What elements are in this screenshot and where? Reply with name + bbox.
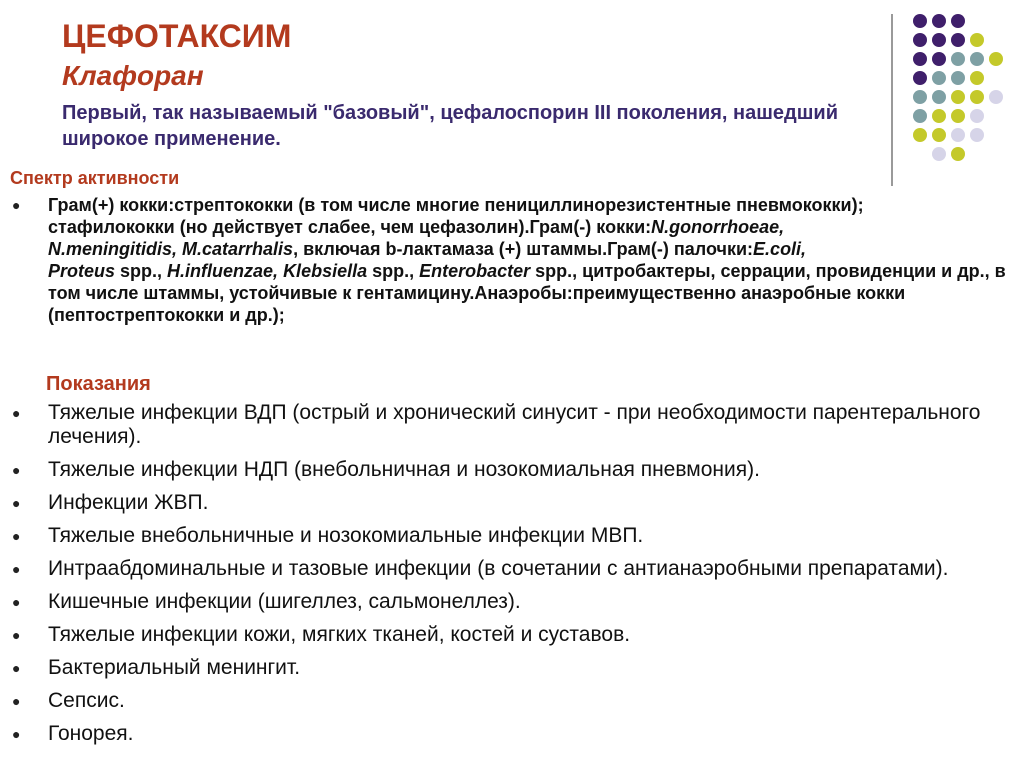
indications-heading: Показания xyxy=(46,373,151,395)
list-item: ● Тяжелые внебольничные и нозокомиальные инфекции МВП. xyxy=(12,524,644,547)
bullet-icon: ● xyxy=(12,726,21,742)
bullet-icon: ● xyxy=(12,627,21,643)
spectrum-text: Грам(+) кокки:стрептококки (в том числе многие пенициллинорезистентные пневмококки); стафилококки (но действует слабее, чем цефазолин).Грам(-) кокки:N.gonorrhoeae, N.meningitidis, M.catarrhalis, включая b-лактамаза (+) штаммы.Грам(-) палочки:E.coli, Proteus spp., H.influenzae, Klebsiella spp., Enterobacter spp., цитробактеры, серрации, провиденции и др., в том числе штаммы, устойчивые к гентамицину.Анаэробы:преимущественно анаэробные кокки (пептострептококки и др.); xyxy=(48,195,1006,325)
decorative-dot xyxy=(951,109,965,123)
list-item: ● Сепсис. xyxy=(12,689,125,712)
list-item: ● Тяжелые инфекции НДП (внебольничная и нозокомиальная пневмония). xyxy=(12,458,760,481)
bullet-icon: ● xyxy=(12,693,21,709)
decorative-dot xyxy=(951,71,965,85)
decorative-dot xyxy=(913,14,927,28)
decorative-dot xyxy=(932,14,946,28)
bullet-icon: ● xyxy=(12,594,21,610)
list-item: ● Гонорея. xyxy=(12,722,134,745)
decorative-dot xyxy=(970,33,984,47)
decorative-dot xyxy=(970,52,984,66)
decorative-dot xyxy=(913,33,927,47)
decorative-dot xyxy=(913,109,927,123)
decorative-dot xyxy=(932,71,946,85)
decorative-dot xyxy=(913,128,927,142)
decorative-dot xyxy=(932,147,946,161)
list-item: ● Интраабдоминальные и тазовые инфекции (в сочетании с антианаэробными препаратами). xyxy=(12,557,949,580)
decorative-dot xyxy=(970,71,984,85)
spectrum-heading: Спектр активности xyxy=(10,168,180,188)
decorative-dot xyxy=(951,90,965,104)
indications-block xyxy=(10,371,1015,755)
decorative-dot xyxy=(989,90,1003,104)
decorative-dot xyxy=(932,52,946,66)
list-item: ● Кишечные инфекции (шигеллез, сальмонеллез). xyxy=(12,590,521,613)
slide-title: ЦЕФОТАКСИМ xyxy=(62,18,292,54)
decorative-dot xyxy=(951,33,965,47)
bullet-icon: ● xyxy=(12,197,21,213)
decorative-dot xyxy=(913,52,927,66)
list-item: ● Инфекции ЖВП. xyxy=(12,491,209,514)
decorative-dot xyxy=(970,90,984,104)
bullet-icon: ● xyxy=(12,405,21,421)
list-item: ● Тяжелые инфекции ВДП (острый и хронический синусит - при необходимости парентерального лечения). xyxy=(12,401,981,448)
decorative-dot xyxy=(970,109,984,123)
decorative-dot xyxy=(989,52,1003,66)
decorative-dot xyxy=(951,14,965,28)
intro-text: Первый, так называемый "базовый", цефалоспорин III поколения, нашедший широкое применение. xyxy=(62,102,838,150)
decorative-dot xyxy=(913,71,927,85)
decorative-dot xyxy=(951,52,965,66)
list-item: ● Тяжелые инфекции кожи, мягких тканей, костей и суставов. xyxy=(12,623,631,646)
bullet-icon: ● xyxy=(12,462,21,478)
decorative-dot xyxy=(951,147,965,161)
decorative-dot xyxy=(970,128,984,142)
slide-subtitle: Клафоран xyxy=(62,60,204,91)
bullet-icon: ● xyxy=(12,528,21,544)
decorative-dot xyxy=(913,90,927,104)
decorative-dot xyxy=(932,109,946,123)
bullet-icon: ● xyxy=(12,495,21,511)
bullet-icon: ● xyxy=(12,660,21,676)
decorative-dot xyxy=(932,128,946,142)
list-item: ● Бактериальный менингит. xyxy=(12,656,301,679)
decorative-dot xyxy=(951,128,965,142)
decorative-dot xyxy=(932,90,946,104)
decorative-divider xyxy=(891,14,893,186)
spectrum-block xyxy=(10,194,1015,326)
bullet-icon: ● xyxy=(12,561,21,577)
decorative-dot xyxy=(932,33,946,47)
indications-list xyxy=(10,401,1015,746)
